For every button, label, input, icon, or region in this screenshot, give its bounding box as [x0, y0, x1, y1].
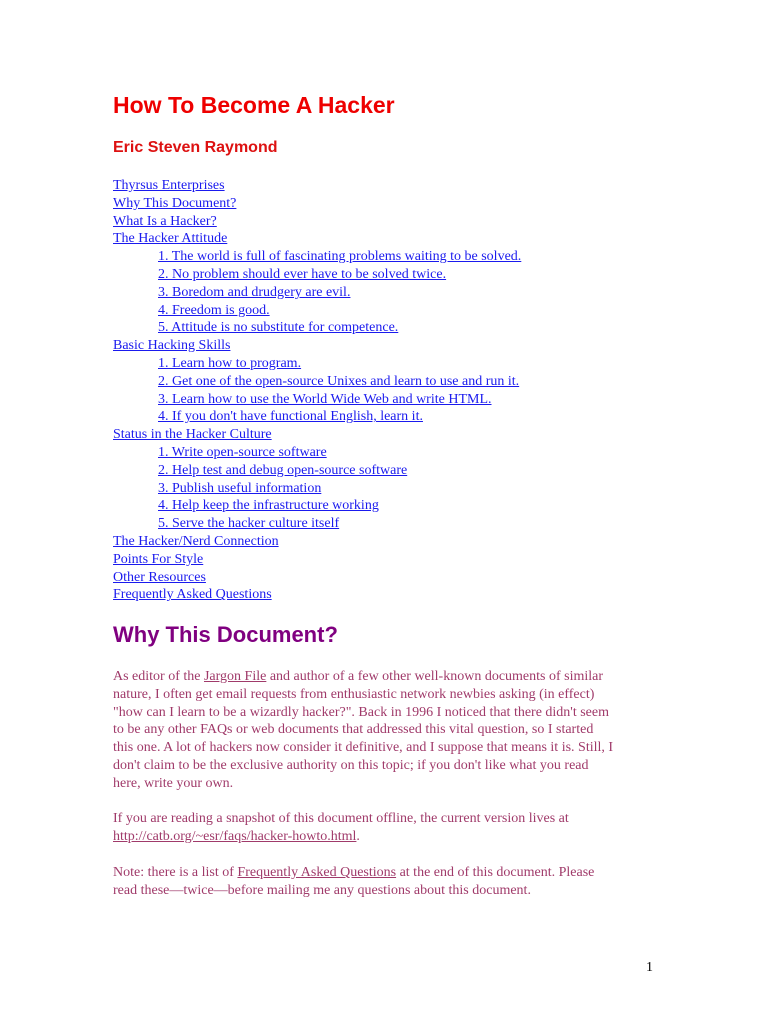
intro-paragraph — [113, 668, 661, 793]
toc-subitem-link[interactable]: 3. Boredom and drudgery are evil. — [158, 284, 351, 300]
faq-link[interactable]: Frequently Asked Questions — [237, 865, 397, 880]
text-fragment: and author of a few other well-known documents of similar — [266, 669, 604, 684]
text-fragment: Note: there is a list of — [113, 865, 238, 880]
toc-subitem-link[interactable]: 1. Learn how to program. — [158, 355, 302, 371]
paragraph-line: "how can I learn to be a wizardly hacker?". Back in 1996 I noticed that there didn't seem — [113, 704, 609, 720]
toc-item-link[interactable]: Frequently Asked Questions — [113, 587, 272, 603]
text-fragment: . — [356, 828, 360, 844]
toc-item-link[interactable]: The Hacker/Nerd Connection — [113, 533, 279, 549]
toc-subitem-link[interactable]: 2. Help test and debug open-source software — [158, 462, 408, 478]
toc-item-link[interactable]: Points For Style — [113, 551, 204, 567]
toc-subitem-link[interactable]: 5. Serve the hacker culture itself — [158, 516, 340, 532]
toc-subitem-link[interactable]: 2. No problem should ever have to be solved twice. — [158, 266, 447, 282]
paragraph-line: to be any other FAQs or web documents that addressed this vital question, so I started — [113, 722, 594, 738]
toc-item-link[interactable]: Basic Hacking Skills — [113, 338, 231, 354]
paragraph-line: If you are reading a snapshot of this document offline, the current version lives at — [113, 811, 569, 826]
faq-note-paragraph — [113, 864, 661, 900]
toc-item-link[interactable]: Other Resources — [113, 569, 206, 585]
toc-subitem-link[interactable]: 5. Attitude is no substitute for competence. — [158, 320, 399, 336]
paragraph-line: read these—twice—before mailing me any questions about this document. — [113, 882, 531, 898]
toc-subitem-link[interactable]: 4. Freedom is good. — [158, 302, 270, 318]
toc-item-link[interactable]: Why This Document? — [113, 195, 237, 211]
toc-subitem-link[interactable]: 3. Learn how to use the World Wide Web and write HTML. — [158, 391, 492, 407]
toc-subitem-link[interactable]: 4. Help keep the infrastructure working — [158, 498, 379, 514]
toc-subitem-link[interactable]: 4. If you don't have functional English, learn it. — [158, 409, 423, 425]
paragraph-line — [113, 668, 661, 686]
text-fragment: at the end of this document. Please — [396, 865, 595, 880]
document-title: How To Become A Hacker — [113, 92, 395, 118]
page-number: 1 — [646, 960, 653, 975]
toc-subitem-link[interactable]: 3. Publish useful information — [158, 480, 322, 496]
toc-item-link[interactable]: Thyrsus Enterprises — [113, 178, 225, 193]
toc-item-link[interactable]: Status in the Hacker Culture — [113, 427, 272, 443]
paragraph-line: nature, I often get email requests from enthusiastic network newbies asking (in effect) — [113, 686, 595, 702]
toc-item-link[interactable]: The Hacker Attitude — [113, 231, 228, 247]
paragraph-line: this one. A lot of hackers now consider it definitive, and I suppose that means it is. Still, I — [113, 740, 614, 756]
current-version-url-link[interactable]: http://catb.org/~esr/faqs/hacker-howto.html — [113, 828, 357, 844]
section-heading: Why This Document? — [113, 622, 338, 647]
paragraph-line — [113, 828, 661, 846]
offline-version-paragraph — [113, 810, 661, 846]
table-of-contents — [113, 177, 713, 604]
jargon-file-link[interactable]: Jargon File — [203, 669, 267, 684]
paragraph-line: here, write your own. — [113, 775, 234, 791]
toc-subitem-link[interactable]: 2. Get one of the open-source Unixes and learn to use and run it. — [158, 373, 520, 389]
toc-subitem-link[interactable]: 1. Write open-source software — [158, 444, 327, 460]
text-fragment: As editor of the — [113, 669, 204, 684]
author-name: Eric Steven Raymond — [113, 139, 278, 156]
paragraph-line: don't claim to be the exclusive authority on this topic; if you don't like what you read — [113, 757, 589, 773]
toc-subitem-link[interactable]: 1. The world is full of fascinating problems waiting to be solved. — [158, 249, 522, 265]
toc-item-link[interactable]: What Is a Hacker? — [113, 213, 217, 229]
paragraph-line — [113, 864, 661, 882]
